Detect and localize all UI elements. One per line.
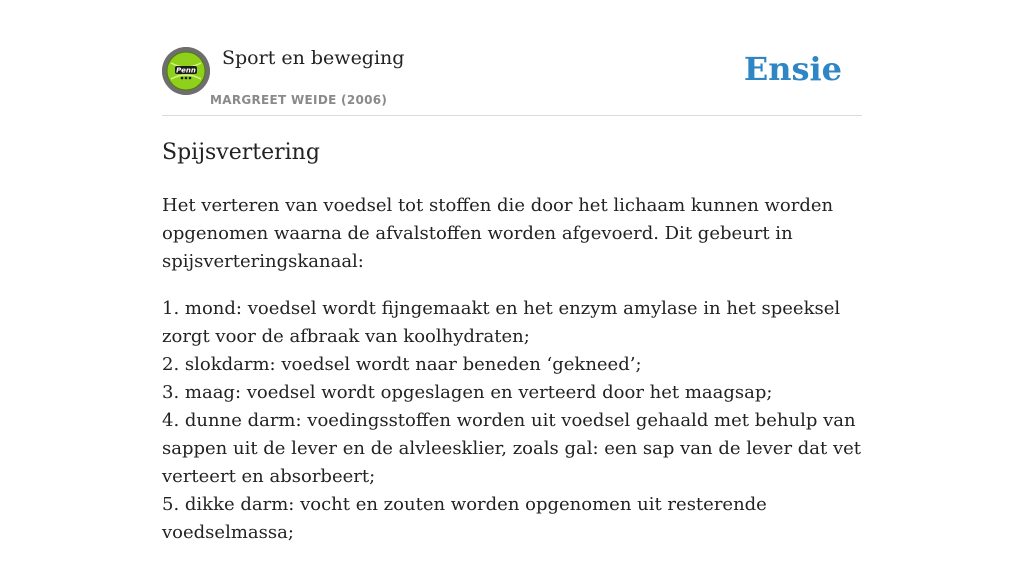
list-item: 1. mond: voedsel wordt fijngemaakt en het enzym amylase in het speeksel zorgt voor de afbraak van koolhydraten; — [162, 298, 841, 347]
brand-logo[interactable]: Ensie — [743, 50, 842, 88]
intro-paragraph: Het verteren van voedsel tot stoffen die door het lichaam kunnen worden opgenomen waarna de afvalstoffen worden afgevoerd. Dit gebeurt in spijsverteringskanaal: — [162, 195, 834, 272]
list-item: 4. dunne darm: voedingsstoffen worden uit voedsel gehaald met behulp van sappen uit de lever en de alvleesklier, zoals gal: een sap van de lever dat vet verteert en absorbeert; — [162, 410, 862, 487]
avatar-logo-text: Penn — [176, 66, 196, 75]
entry-body — [162, 192, 862, 566]
collection-title[interactable]: Sport en beweging — [222, 47, 405, 69]
author-credit: MARGREET WEIDE (2006) — [210, 93, 388, 107]
list-item: 5. dikke darm: vocht en zouten worden opgenomen uit resterende voedselmassa; — [162, 494, 767, 543]
list-item: 2. slokdarm: voedsel wordt naar beneden ‘gekneed’; — [162, 354, 642, 375]
tennis-ball-icon[interactable] — [162, 47, 210, 95]
page-title: Spijsvertering — [162, 140, 320, 165]
entry-header — [162, 46, 862, 116]
list-item: 3. maag: voedsel wordt opgeslagen en verteerd door het maagsap; — [162, 382, 773, 403]
steps-list — [162, 295, 862, 547]
